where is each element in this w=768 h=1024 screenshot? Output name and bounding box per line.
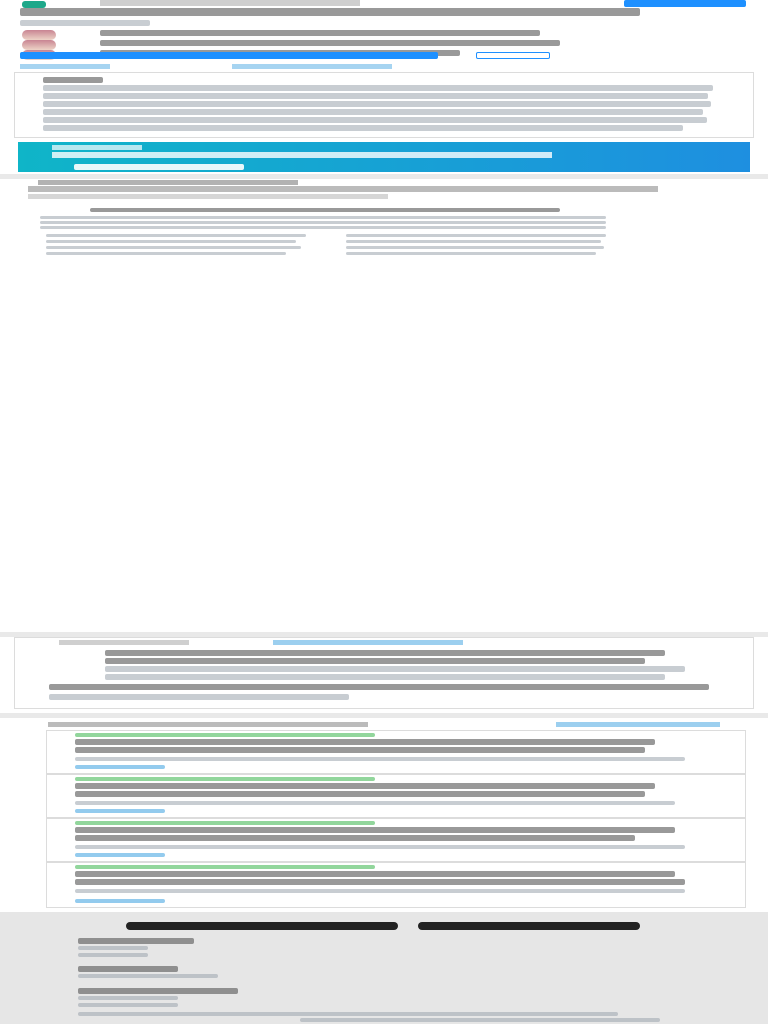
author-avatar[interactable] — [22, 30, 56, 40]
citations-tab-lower[interactable] — [59, 640, 189, 645]
pdf-line — [346, 234, 606, 237]
pdf-line — [40, 216, 606, 219]
abstract-line — [43, 117, 707, 123]
view-full-text-link[interactable] — [75, 899, 165, 903]
pdf-line — [46, 240, 296, 243]
app-icon — [22, 1, 46, 8]
recommended-title[interactable] — [75, 827, 675, 833]
references-tab[interactable] — [232, 64, 392, 69]
content-notice — [28, 194, 388, 199]
install-button[interactable] — [624, 0, 746, 7]
view-full-text-link[interactable] — [75, 853, 165, 857]
discover-research-banner[interactable] — [18, 142, 750, 172]
public-full-text-label — [38, 180, 298, 185]
footer-legal-links[interactable] — [300, 1018, 660, 1022]
share-button[interactable] — [476, 52, 550, 59]
reference-line — [105, 650, 665, 656]
recommended-title[interactable] — [75, 783, 655, 789]
banner-join-button[interactable] — [74, 164, 244, 170]
pdf-line — [46, 234, 306, 237]
recommended-snippet — [75, 889, 685, 893]
view-link[interactable] — [49, 694, 349, 700]
footer-company-heading — [78, 938, 194, 944]
recommended-card[interactable] — [46, 774, 746, 818]
footer — [0, 912, 768, 1024]
content-uploaded-by — [28, 186, 658, 192]
footer-copyright — [78, 1012, 618, 1016]
recommended-snippet — [75, 845, 685, 849]
pdf-line — [40, 226, 606, 229]
discover-more-link[interactable] — [556, 722, 720, 727]
recommended-title[interactable] — [75, 871, 675, 877]
citations-references-card — [14, 637, 754, 709]
section-divider — [0, 713, 768, 718]
banner-brand — [52, 145, 142, 150]
full-text-badge — [75, 821, 375, 825]
reference-line — [105, 674, 665, 680]
full-text-badge — [75, 865, 375, 869]
footer-link[interactable] — [78, 946, 148, 950]
footer-link[interactable] — [78, 996, 178, 1000]
abstract-card — [14, 72, 754, 138]
author-name[interactable] — [100, 40, 560, 46]
footer-support-heading — [78, 966, 178, 972]
citations-tab[interactable] — [20, 64, 110, 69]
author-avatar[interactable] — [22, 40, 56, 50]
pdf-line — [40, 221, 606, 224]
pdf-line — [46, 252, 286, 255]
recommended-authors[interactable] — [75, 879, 685, 885]
abstract-line — [43, 101, 711, 107]
footer-link[interactable] — [78, 1003, 178, 1007]
author-name[interactable] — [100, 30, 540, 36]
recommended-card[interactable] — [46, 730, 746, 774]
pdf-line — [346, 240, 601, 243]
paper-title — [20, 8, 640, 16]
full-text-badge — [75, 777, 375, 781]
recommended-title[interactable] — [75, 739, 655, 745]
footer-link[interactable] — [78, 974, 218, 978]
recommended-heading — [48, 722, 368, 727]
abstract-line — [43, 109, 703, 115]
view-full-text-link[interactable] — [75, 809, 165, 813]
footer-business-heading — [78, 988, 238, 994]
pdf-line — [346, 252, 596, 255]
recommended-snippet — [75, 801, 675, 805]
reference-line — [105, 666, 685, 672]
pdf-line — [346, 246, 604, 249]
footer-link[interactable] — [78, 953, 148, 957]
recommended-card[interactable] — [46, 862, 746, 908]
app-store-badge[interactable] — [126, 922, 398, 930]
section-divider — [0, 174, 768, 179]
recommended-authors[interactable] — [75, 747, 645, 753]
reference-line — [49, 684, 709, 690]
app-promo-bar — [0, 0, 768, 8]
recommended-card[interactable] — [46, 818, 746, 862]
publication-date — [20, 20, 150, 26]
abstract-heading — [43, 77, 103, 83]
banner-headline — [52, 152, 552, 158]
recommended-authors[interactable] — [75, 835, 635, 841]
download-full-text-button[interactable] — [20, 52, 438, 59]
google-play-badge[interactable] — [418, 922, 640, 930]
abstract-line — [43, 93, 708, 99]
pdf-line — [46, 246, 301, 249]
abstract-line — [43, 85, 713, 91]
recommended-authors[interactable] — [75, 791, 645, 797]
recommended-snippet — [75, 757, 685, 761]
reference-line — [105, 658, 645, 664]
pdf-preview[interactable] — [40, 204, 606, 262]
pdf-title-line — [90, 208, 560, 212]
abstract-line — [43, 125, 683, 131]
references-tab-lower[interactable] — [273, 640, 463, 645]
view-full-text-link[interactable] — [75, 765, 165, 769]
app-promo-title — [100, 0, 360, 6]
full-text-badge — [75, 733, 375, 737]
